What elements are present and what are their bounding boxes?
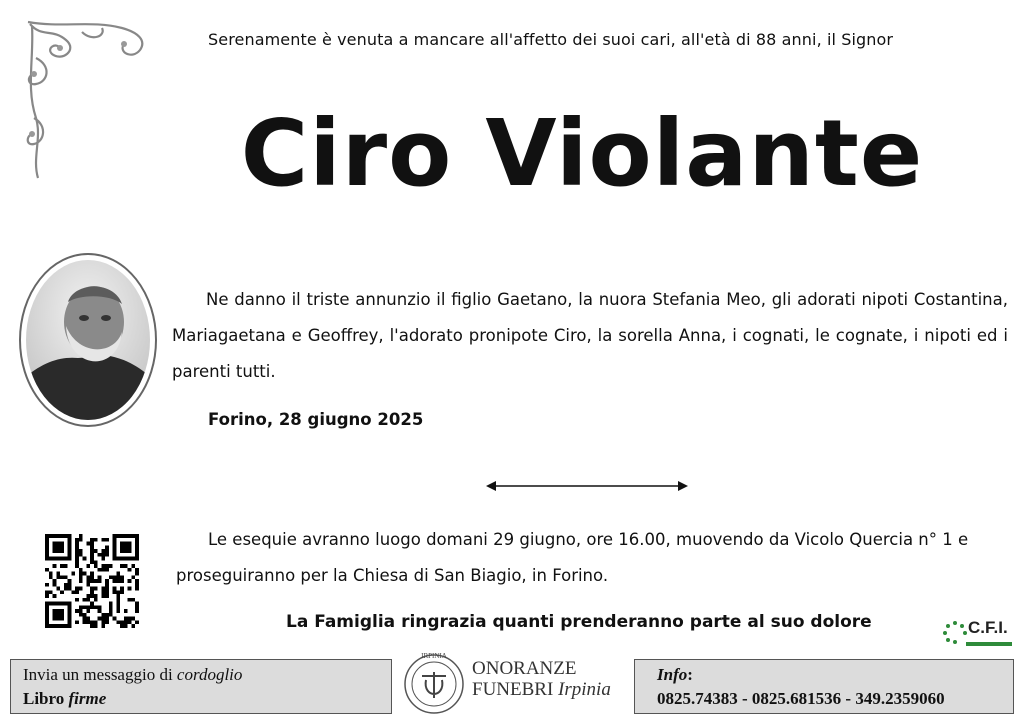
cfi-logo-icon xyxy=(940,618,1014,652)
info-box: Info: 0825.74383 - 0825.681536 - 349.2359060 xyxy=(634,659,1014,714)
brand-name: ONORANZE FUNEBRI Irpinia xyxy=(472,658,611,700)
place-date: Forino, 28 giugno 2025 xyxy=(208,410,424,429)
info-label: Info xyxy=(657,665,688,684)
oval-portrait-photo xyxy=(18,252,158,428)
condolence-box[interactable] xyxy=(10,659,392,714)
funeral-paragraph: Le esequie avranno luogo domani 29 giugno, ore 16.00, muovendo da Vicolo Quercia n° 1 e proseguiranno per la Chiesa di San Biagio, in Forino. xyxy=(176,530,969,585)
qr-code-icon[interactable] xyxy=(45,534,139,628)
cfi-label: C.F.I. xyxy=(968,618,1008,637)
thanks-text: La Famiglia ringrazia quanti prenderanno parte al suo dolore xyxy=(286,612,872,632)
guestbook-link[interactable]: Libro firme xyxy=(23,689,107,708)
intro-text: Serenamente è venuta a mancare all'affetto dei suoi cari, all'età di 88 anni, il Signor xyxy=(208,30,894,49)
phone-numbers[interactable]: 0825.74383 - 0825.681536 - 349.2359060 xyxy=(657,689,945,708)
announcement-paragraph: Ne danno il triste annunzio il figlio Gaetano, la nuora Stefania Meo, gli adorati nipoti Costantina, Mariagaetana e Geoffrey, l'adorato pronipote Ciro, la sorella Anna, i cognati, le cognate, i nipoti ed i parenti tutti. xyxy=(172,290,1008,381)
condolence-link[interactable]: Invia un messaggio di cordoglio xyxy=(23,665,243,684)
funeral-home-logo-icon xyxy=(402,650,466,716)
logo-top-text: IRPINIA xyxy=(421,652,447,660)
deceased-name: Ciro Violante xyxy=(240,100,924,207)
double-arrow-icon xyxy=(486,478,688,494)
